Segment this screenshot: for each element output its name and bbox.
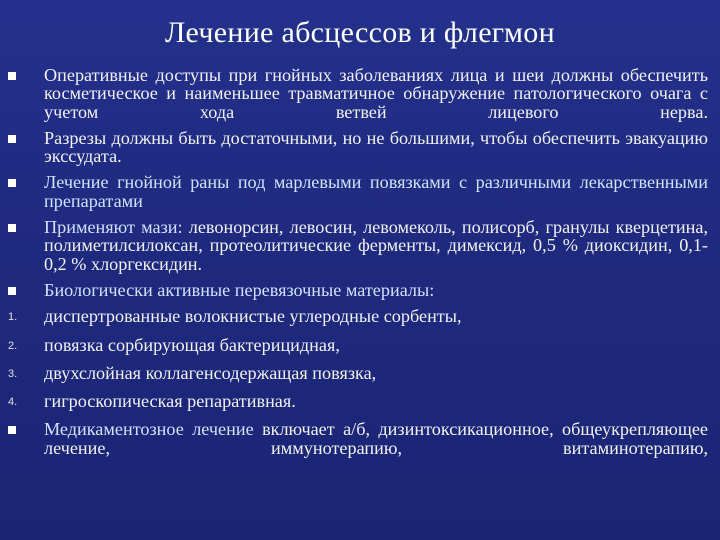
slide-content [8,66,708,465]
square-bullet-icon [8,135,16,143]
square-bullet-icon [8,179,16,187]
numbered-text: двухслойная коллагенсодержащая повязка, [44,362,377,383]
numbered-item [8,307,708,325]
numbered-item [8,336,708,354]
item-number: 4. [8,396,18,409]
bullet-item [8,218,708,273]
bullet-text: Лечение гнойной раны под марлевыми повязками с различными лекарственными препаратами [44,172,708,211]
bullet-item [8,173,708,210]
bullet-lead: Применяют мази: [44,217,189,238]
bullet-item [8,129,708,166]
item-number: 2. [8,339,18,352]
bullet-item [8,281,708,299]
bullet-text: Разрезы должны быть достаточными, но не большими, чтобы обеспечить эвакуацию экссудата. [44,127,708,167]
numbered-item [8,392,708,410]
square-bullet-icon [8,72,16,80]
item-number: 1. [8,311,18,324]
slide-title: Лечение абсцессов и флегмон [165,16,555,49]
bullet-text: Биологически активные перевязочные материалы: [44,279,435,300]
numbered-text: диспертрованные волокнистые углеродные сорбенты, [44,306,462,327]
bullet-item [8,66,708,121]
square-bullet-icon [8,287,16,295]
numbered-text: повязка сорбирующая бактерицидная, [44,334,340,355]
numbered-text: гигроскопическая репаративная. [44,391,296,412]
item-number: 3. [8,367,18,380]
bullet-item [8,420,708,457]
bullet-text: включает а/б, дизинтоксикационное, общеукрепляющее лечение, иммунотерапию, витаминотерапию, [44,419,709,458]
square-bullet-icon [8,224,16,232]
square-bullet-icon [8,426,16,434]
numbered-item [8,364,708,382]
bullet-lead: Медикаментозное лечение [44,419,263,440]
bullet-text: Оперативные доступы при гнойных заболеваниях лица и шеи должны обеспечить косметическое и наименьшее травматичное обнаружение патологического очага с учетом хода ветвей лицевого нерва. [44,65,708,122]
bullet-text: левонорсин, левосин, левомеколь, полисорб, гранулы кверцетина, полиметилсилоксан, протеолитические ферменты, димексид, 0,5 % диоксидин, 0,1-0,2 % хлоргексидин. [44,217,708,274]
